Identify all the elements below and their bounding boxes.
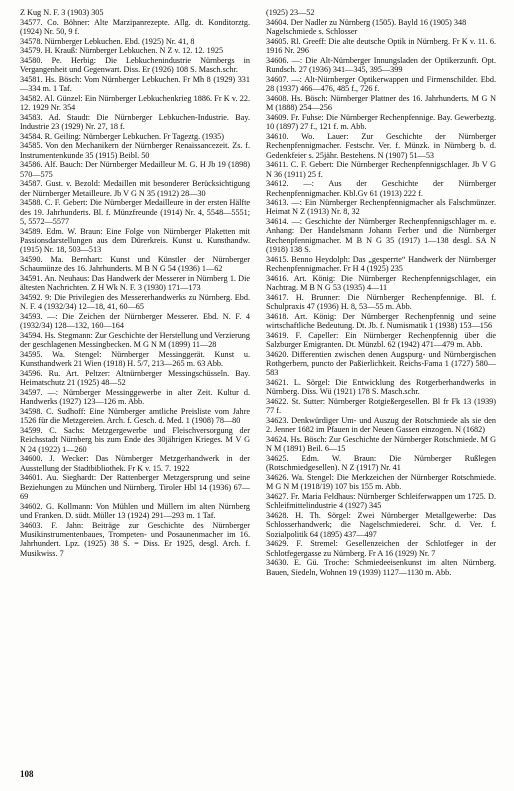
- bibliography-entry: 34630. E. Gü. Troche: Schmiedeeisenkunst im alten Nürnberg. Bauen, Siedeln, Wohnen 19 (1939) 1127—1130 m. Abb.: [266, 558, 496, 577]
- bibliography-entry: 34611. C. F. Gebert: Die Nürnberger Rechenpfennigschlager. Jb V G N 36 (1911) 25 f.: [266, 160, 496, 179]
- bibliography-entry: 34579. H. Krauß: Nürnberger Lebkuchen. N Z v. 12. 12. 1925: [20, 46, 224, 56]
- page-number: 108: [20, 769, 34, 779]
- bibliography-entry: 34612. —: Aus der Geschichte der Nürnberger Rechenpfennigmacher. Kbl.Gv 61 (1913) 222 f.: [266, 179, 496, 198]
- bibliography-entry: 34617. H. Brunner: Die Nürnberger Rechenpfennige. Bl. f. Schulpraxis 47 (1936) H. 8, 53—55 m. Abb.: [266, 292, 496, 312]
- bibliography-entry: 34591. An. Neuhaus: Das Handwerk der Messerer in Nürnberg 1. Die ältesten Nachrichten. Z H Wk N. F. 3 (1930) 171—173: [20, 274, 250, 293]
- bibliography-entry: 34628. H. Th. Sörgel: Zwei Nürnberger Metallgewerbe: Das Schlosserhandwerk; die Nagelschmiederei. Schr. d. Ver. f. Sozialpolitik 64 (1895) 437—497: [266, 510, 496, 539]
- bibliography-entry: 34597. —: Nürnberger Messinggewerbe in alter Zeit. Kultur d. Handwerks (1927) 123—126 m. Abb.: [20, 387, 250, 407]
- bibliography-entry: 34625. Edm. W. Braun: Die Nürnberger Rußlegen (Rotschmiedgesellen). N Z (1917) Nr. 41: [266, 453, 496, 473]
- bibliography-entry: 34621. L. Sörgel: Die Entwicklung des Rotgerberhandwerks in Nürnberg. Diss. Wü (1921) 178 S. Masch.schr.: [266, 378, 496, 397]
- bibliography-entry: 34606. —: Die Alt-Nürnberger Innungsladen der Optikerzunft. Opt. Rundsch. 27 (1936) 341—345, 395—399: [266, 55, 496, 75]
- bibliography-entry: 34599. C. Sachs: Metzgergewerbe und Fleischversorgung der Reichsstadt Nürnberg bis zum Ende des 30jährigen Krieges. M V G N 24 (1922) 1—260: [20, 425, 250, 454]
- bibliography-entry: 34578. Nürnberger Lebkuchen. Ebd. (1925) Nr. 41, 8: [20, 36, 195, 46]
- bibliography-entry: 34623. Denkwürdiger Um- und Auszug der Rotschmiede als sie den 2. Jenner 1682 im Pfauen in der Neuen Gassen einzogen. N (1682): [266, 416, 496, 435]
- bibliography-entry: 34586. Alf. Bauch: Der Nürnberger Medailleur M. G. H Jb 19 (1898) 570—575: [20, 160, 250, 179]
- bibliography-entry: 34629. F. Stremel: Gesellenzeichen der Schlotfeger in der Schlotfegergasse zu Nürnberg. Fr A 16 (1929) Nr. 7: [266, 539, 496, 558]
- bibliography-entry: 34613. —: Ein Nürnberger Rechenpfennigmacher als Falschmünzer. Heimat N Z (1913) Nr. 8, 32: [266, 198, 496, 217]
- bibliography-entry: 34622. St. Sutter: Nürnberger Rotgießergesellen. Bl fr Fk 13 (1939) 77 f.: [266, 397, 496, 416]
- bibliography-entry: 34604. Der Nadler zu Nürnberg (1505). Bayld 16 (1905) 348: [266, 17, 467, 27]
- bibliography-entry: 34605. Rl. Greeff: Die alte deutsche Optik in Nürnberg. Fr K v. 11. 6. 1916 Nr. 296: [266, 36, 496, 56]
- bibliography-entry: 34607. —: Alt-Nürnberger Optikerwappen und Firmenschilder. Ebd. 28 (1937) 466—476, 485 f., 726 f.: [266, 74, 496, 94]
- bibliography-entry: 34609. Fr. Fuhse: Die Nürnberger Rechenpfennige. Bay. Gewerbeztg. 10 (1897) 27 f., 121 f. m. Abb.: [266, 112, 496, 132]
- bibliography-entry: 34590. Ma. Bernhart: Kunst und Künstler der Nürnberger Schaumünze des 16. Jahrhunderts. M B N G 54 (1936) 1—62: [20, 255, 250, 274]
- bibliography-entry: 34620. Differentien zwischen denen Augspurg- und Nürnbergischen Rothgerbern, puncto der Paßierlichkeit. Reichs-Fama 1 (1727) 580—583: [266, 349, 496, 378]
- bibliography-entry: 34608. Hs. Bösch: Nürnberger Plattner des 16. Jahrhunderts. M G N M (1888) 254—256: [266, 93, 496, 113]
- bibliography-entry: 34596. Ru. Art. Peltzer: Altnürnberger Messingschüsseln. Bay. Heimatschutz 21 (1925) 48—52: [20, 369, 250, 388]
- bibliography-entry: 34602. G. Kollmann: Von Mühlen und Müllern im alten Nürnberg und Franken. D. südt. Müller 13 (1924) 291—293 m. 1 Taf.: [20, 501, 250, 520]
- bibliography-entry: 34585. Von den Mechanikern der Nürnberger Renaissancezeit. Zs. f. Instrumentenkunde 35 (1915) Beibl. 50: [20, 141, 250, 160]
- bibliography-entry: 34618. Art. König: Der Nürnberger Rechenpfennig und seine wirtschaftliche Bedeutung. Dt. Jb. f. Numismatik 1 (1938) 153—156: [266, 311, 496, 331]
- bibliography-entry: 34601. Au. Sieghardt: Der Rattenberger Metzgersprung und seine Beziehungen zu München und Nürnberg. Tiroler Hbl 14 (1936) 67—69: [20, 473, 250, 501]
- bibliography-entry: 34598. C. Sudhoff: Eine Nürnberger amtliche Preisliste vom Jahre 1526 für die Metzgereien. Arch. f. Gesch. d. Med. 1 (1908) 78—80: [20, 406, 250, 426]
- bibliography-entry: 34592. 9: Die Privilegien des Messererhandwerks zu Nürnberg. Ebd. N. F. 4 (1932/34) 12—18, 41, 60—65: [20, 293, 250, 312]
- bibliography-entry: Nagelschmiede s. Schlosser: [266, 27, 358, 37]
- bibliography-entry: 34583. Ad. Staudt: Die Nürnberger Lebkuchen-Industrie. Bay. Industrie 23 (1929) Nr. 27, 18 f.: [20, 112, 250, 132]
- bibliography-entry: 34600. J. Wecker: Das Nürnberger Metzgerhandwerk in der Ausstellung der Stadtbibliothek. Fr K v. 15. 7. 1922: [20, 454, 250, 473]
- bibliography-entry: 34627. Fr. Maria Feldhaus: Nürnberger Schleiferwappen um 1725. D. Schleifmittelindustrie 4 (1927) 345: [266, 491, 496, 511]
- bibliography-entry: 34577. Co. Böhner: Alte Marzipanrezepte. Allg. dt. Konditorztg. (1924) Nr. 50, 9 f.: [20, 17, 250, 36]
- bibliography-entry: 34584. R. Geiling: Nürnberger Lebkuchen. Fr Tageztg. (1935): [20, 131, 224, 141]
- bibliography-entry: 34624. Hs. Bösch: Zur Geschichte der Nürnberger Rotschmiede. M G N M (1891) Beil. 6—15: [266, 435, 496, 454]
- bibliography-entry: 34589. Edm. W. Braun: Eine Folge von Nürnberger Plaketten mit Passionsdarstellungen aus dem Dürerkreis. Kunst u. Kunsthandw. (1915) Nr. 18, 503—513: [20, 226, 250, 255]
- bibliography-entry: 34626. Wa. Stengel: Die Merkzeichen der Nürnberger Rotschmiede. M G N M (1918/19) 107 bis 155 m. Abb.: [266, 472, 496, 492]
- bibliography-entry: 34594. Hs. Stegmann: Zur Geschichte der Herstellung und Verzierung der geschlagenen Messingbecken. M G N M (1899) 11—28: [20, 331, 250, 350]
- bibliography-entry: 34603. F. Jahn: Beiträge zur Geschichte des Nürnberger Musikinstrumentenbaues, Trompeten- und Posaunenmacher im 16. Jahrhundert. Lpz. (1925) 38 S. = Diss. Er 1925, desgl. Arch. f. Musikwiss. 7: [20, 520, 250, 558]
- bibliography-entry: (1925) 23—52: [266, 8, 315, 17]
- bibliography-entry: 34581. Hs. Bösch: Vom Nürnberger Lebkuchen. Fr Mh 8 (1929) 331—334 m. 1 Taf.: [20, 74, 250, 94]
- bibliography-entry: 34582. Al. Günzel: Ein Nürnberger Lebkuchenkrieg 1886. Fr K v. 22. 12. 1929 Nr. 354: [20, 93, 250, 113]
- bibliography-entry: 34619. F. Capeller: Ein Nürnberger Rechenpfennig über die Salzburger Emigranten. Dt. Münzbl. 62 (1942) 471—479 m. Abb.: [266, 330, 496, 350]
- bibliography-entry: 34614. —: Geschichte der Nürnberger Rechenpfennigschlager m. e. Anhang: Der Handelsmann Johann Ferber und die Nürnberger Rechenpfennigmacher. M B N G 35 (1917) 1—138 desgl. SA N (1918) 138 S.: [266, 217, 496, 255]
- bibliography-entry: 34595. Wa. Stengel: Nürnberger Messinggerät. Kunst u. Kunsthandwerk 21 Wien (1918) H. 5/7, 213—265 m. 63 Abb.: [20, 350, 250, 369]
- right-column: [266, 8, 496, 577]
- bibliography-entry: 34615. Benno Heydolph: Das „gesperrte“ Handwerk der Nürnberger Rechenpfennigmacher. Fr H 4 (1925) 235: [266, 254, 496, 274]
- bibliography-entry: 34588. C. F. Gebert: Die Nürnberger Medailleure in der ersten Hälfte des 19. Jahrhunderts. Bl. f. Münzfreunde (1914) Nr. 4, 5548—5551; 5, 5572—5577: [20, 198, 250, 227]
- left-column: [20, 8, 250, 558]
- bibliography-entry: 34593. —: Die Zeichen der Nürnberger Messerer. Ebd. N. F. 4 (1932/34) 128—132, 160—164: [20, 312, 250, 331]
- bibliography-entry: 34580. Pe. Herbig: Die Lebkuchenindustrie Nürnbergs in Vergangenheit und Gegenwart. Diss. Er (1926) 108 S. Masch.schr.: [20, 55, 250, 75]
- bibliography-entry: 34616. Art. König: Die Nürnberger Rechenpfennigschlager, ein Nachtrag. M B N G 53 (1935) 4—11: [266, 273, 496, 293]
- bibliography-entry: 34610. Wo. Lauer: Zur Geschichte der Nürnberger Rechenpfennigmacher. Festschr. Ver. f. Münzk. in Nürnberg b. d. Gedenkfeier s. 25jähr. Bestehens. N (1907) 51—53: [266, 131, 496, 160]
- bibliography-entry: Z Kug N. F. 3 (1903) 305: [20, 8, 104, 17]
- bibliography-entry: 34587. Gust. v. Bezold: Medaillen mit besonderer Berücksichtigung der Nürnberger Metailleure. Jb V G N 35 (1912) 28—30: [20, 179, 250, 198]
